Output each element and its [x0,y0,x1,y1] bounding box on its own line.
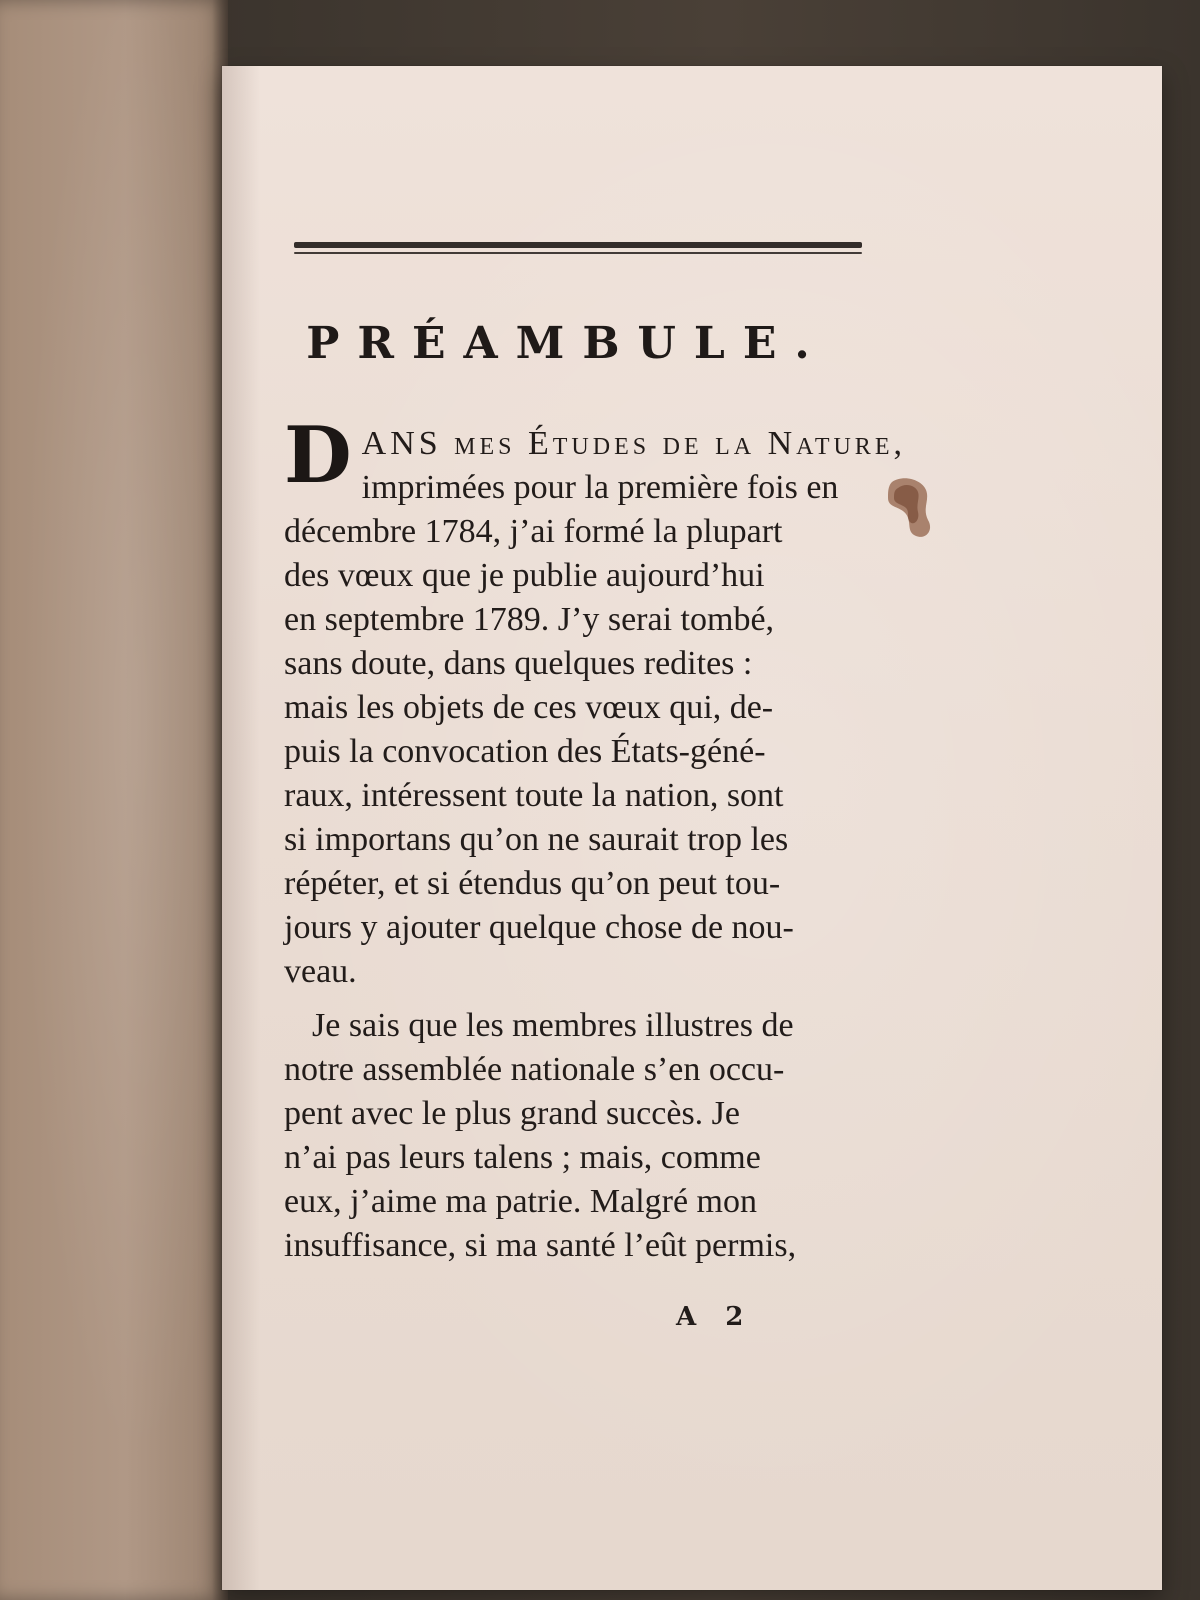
p1-line-1-text: ANS mes Études de la Nature, [361,425,906,462]
p2-line-1 [284,1004,864,1048]
p1-line-2: imprimées pour la première fois en [361,469,839,506]
p1-line-10: si importans qu’on ne saurait trop les [284,821,789,858]
p1-line-4: des vœux que je publie aujourd’hui [284,557,765,594]
p2-line-1-text: Je sais que les membres illustres de [312,1007,794,1044]
p1-line-9: raux, intéressent toute la nation, sont [284,777,784,814]
header-rule [294,242,862,258]
header-rule-thin [294,252,862,254]
p1-line-13: veau. [284,953,357,990]
header-rule-thick [294,242,862,248]
p2-line-6: insuffisance, si ma santé l’eût permis, [284,1227,797,1264]
p1-line-11: répéter, et si étendus qu’on peut tou- [284,865,781,902]
paragraph-1 [284,410,906,994]
p1-line-5: en septembre 1789. J’y serai tombé, [284,601,775,638]
page-heading: PRÉAMBULE. [306,318,828,369]
body-text [284,410,906,1278]
p2-line-4: n’ai pas leurs talens ; mais, comme [284,1139,761,1176]
p1-line-6: sans doute, dans quelques redites : [284,645,753,682]
drop-cap: D [284,410,352,501]
signature-mark: A 2 [676,1302,754,1332]
p2-line-3: pent avec le plus grand succès. Je [284,1095,740,1132]
p1-line-3: décembre 1784, j’ai formé la plupart [284,513,783,550]
p1-line-7: mais les objets de ces vœux qui, de- [284,689,774,726]
paragraph-2 [284,1004,864,1268]
left-facing-page [0,0,228,1600]
p1-line-12: jours y ajouter quelque chose de nou- [284,909,794,946]
right-page [222,66,1162,1590]
p1-line-8: puis la convocation des États-géné- [284,733,766,770]
ink-stain-icon [882,474,936,544]
p2-line-2: notre assemblée nationale s’en occu- [284,1051,785,1088]
p1-line-1 [284,422,906,466]
p2-line-5: eux, j’aime ma patrie. Malgré mon [284,1183,757,1220]
